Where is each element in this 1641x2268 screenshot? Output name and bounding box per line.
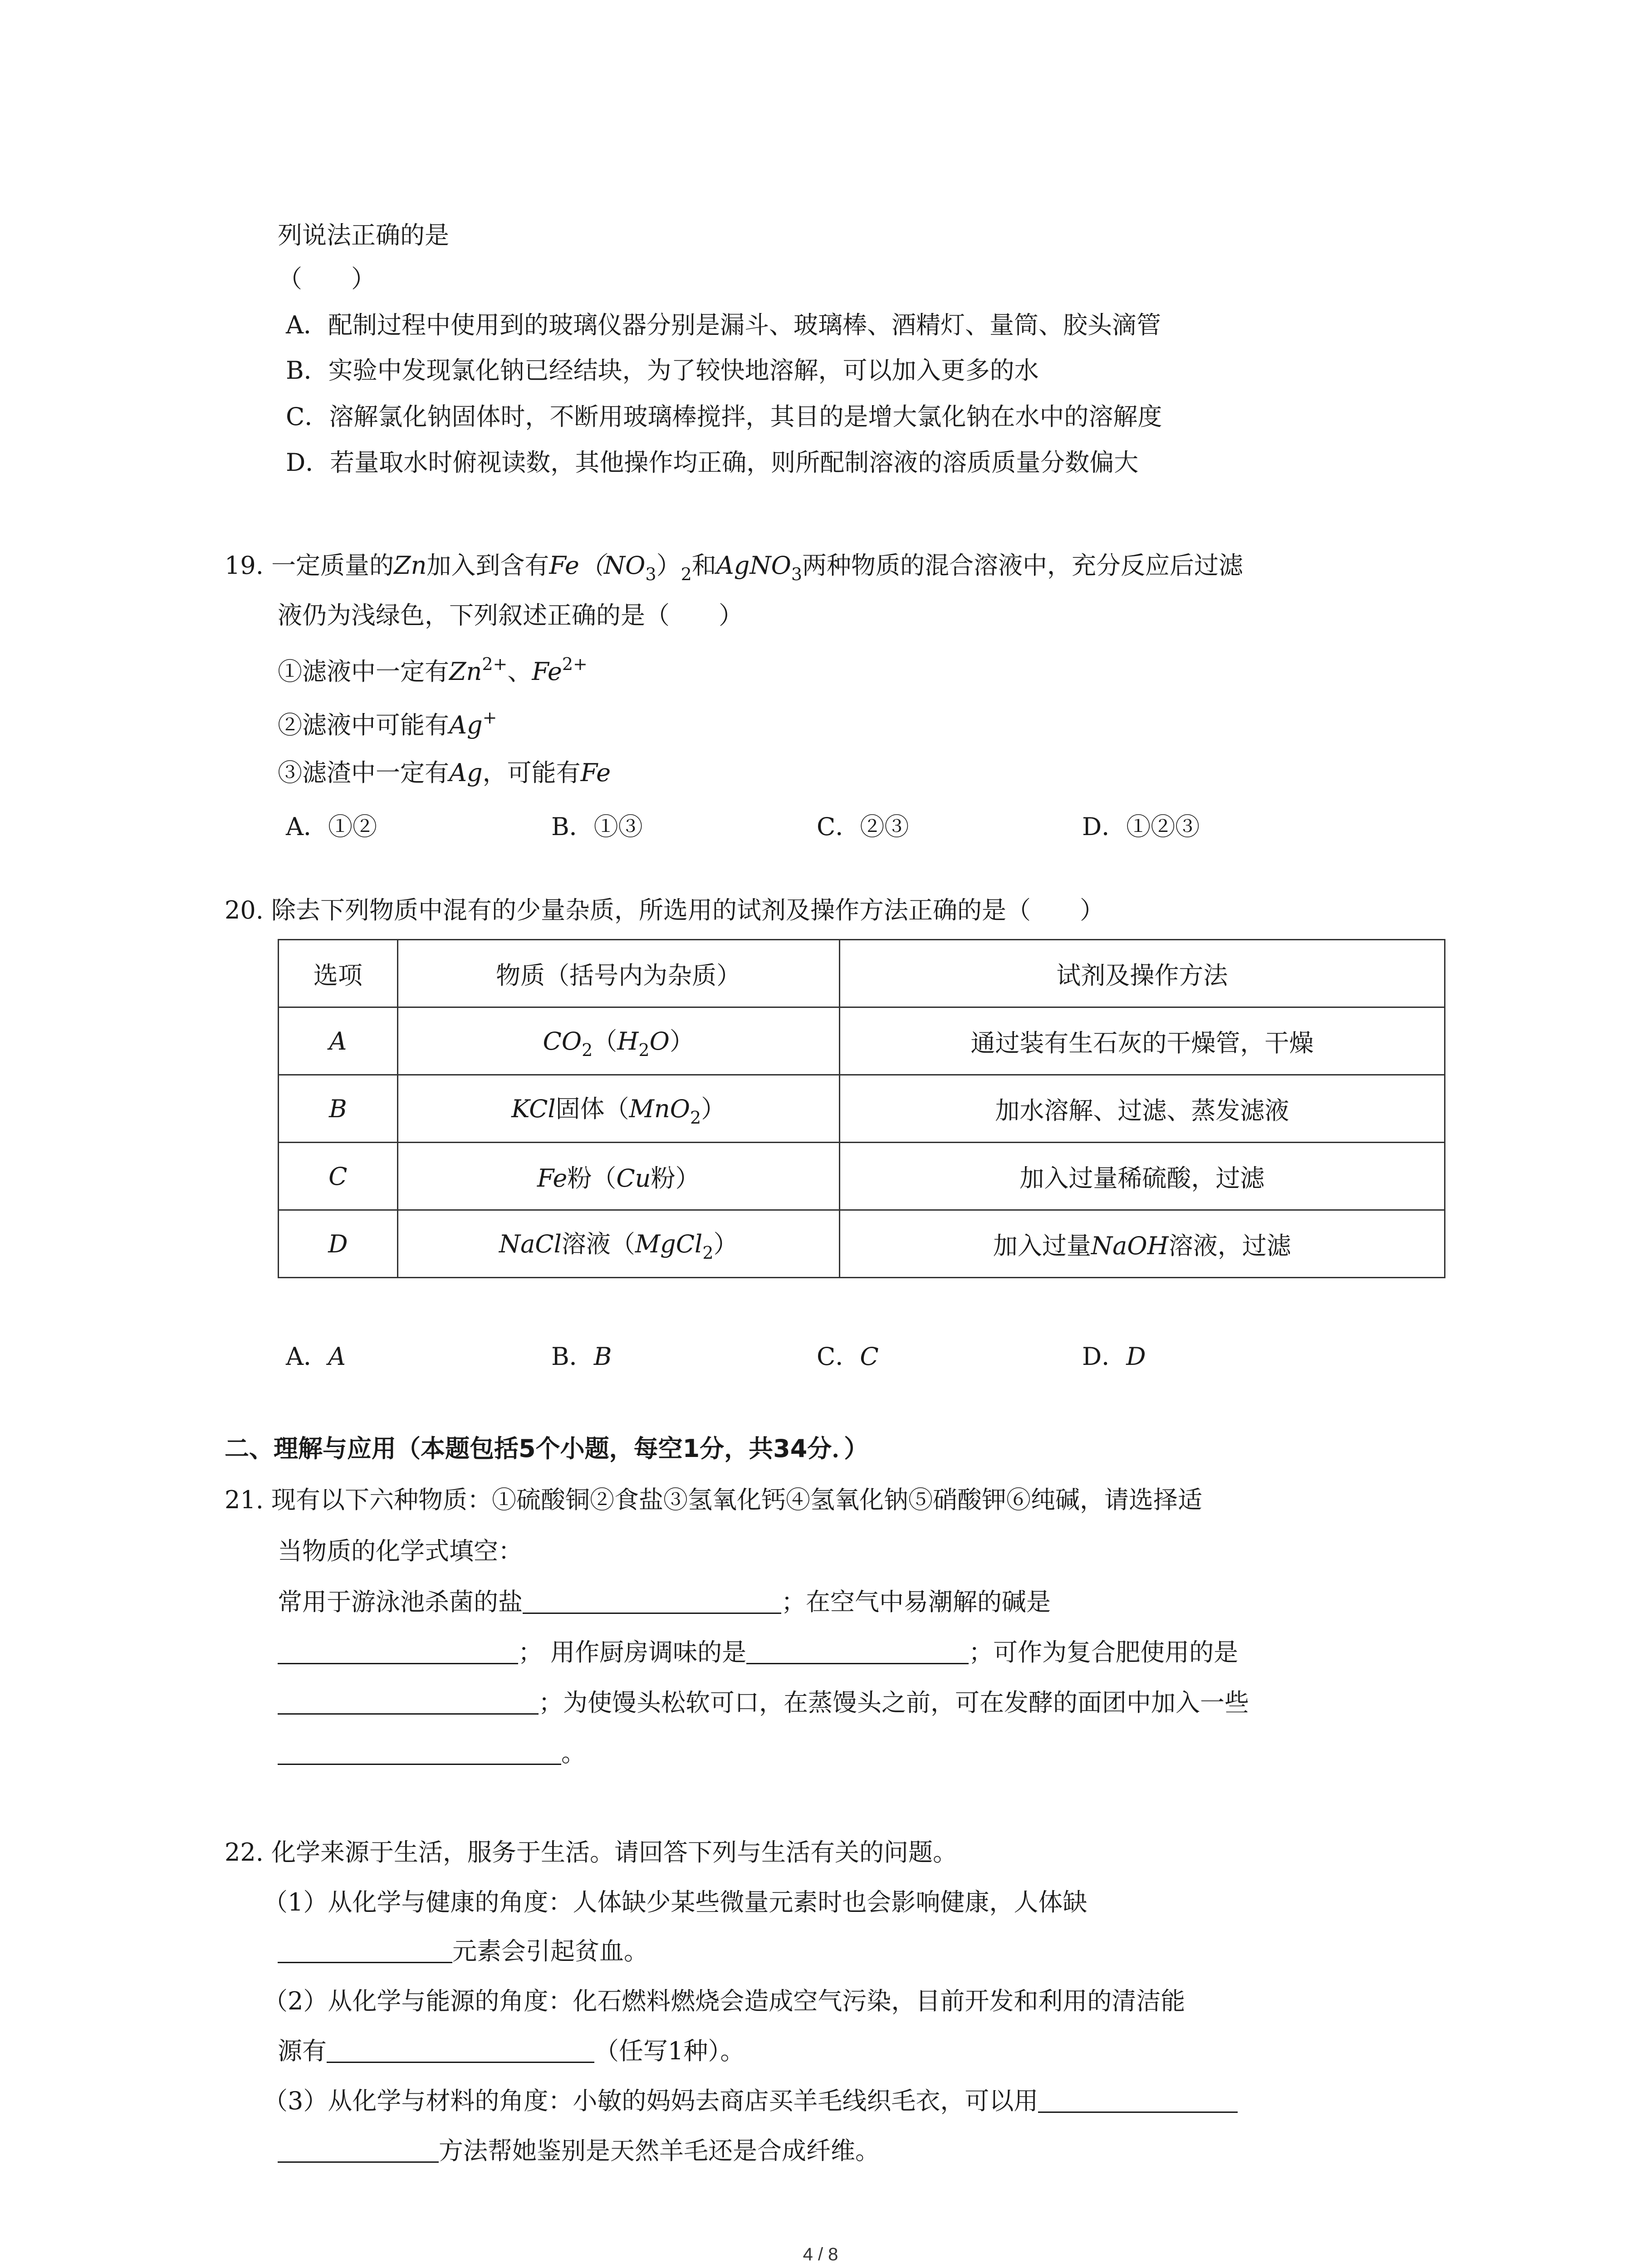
formula-zn: Zn [394, 551, 427, 580]
formula-ag: Ag [449, 711, 483, 739]
table-cell-method [839, 1210, 1445, 1278]
table-header-method: 试剂及操作方法 [839, 940, 1445, 1007]
answer-blank[interactable] [523, 1593, 781, 1614]
q19-text: 两种物质的混合溶液中，充分反应后过滤 [802, 551, 1244, 580]
option-label: A． [286, 1342, 328, 1371]
q21-text: ；可作为复合肥使用的是 [969, 1638, 1239, 1667]
q20-option-d [1082, 1337, 1146, 1372]
text: 粉（ [567, 1163, 617, 1193]
q18-option-a: A．配制过程中使用到的玻璃仪器分别是漏斗、玻璃棒、酒精灯、量筒、胶头滴管 [286, 311, 1161, 339]
q21-line5 [278, 1688, 1249, 1717]
option-label: C． [817, 1342, 860, 1371]
subscript: 2 [638, 1040, 650, 1060]
q22-part3-line1 [263, 2089, 1238, 2113]
q22-part2-line2 [278, 2039, 745, 2063]
q19-option-d: D．①②③ [1082, 812, 1200, 841]
section-heading: 二、理解与应用（本题包括5个小题，每空1分，共34分．） [225, 1434, 869, 1463]
q18-stem-tail: 列说法正确的是 [278, 221, 449, 249]
superscript: 2+ [562, 654, 588, 674]
option-value: B [593, 1342, 612, 1371]
answer-blank[interactable] [278, 1693, 539, 1715]
formula: MnO [629, 1095, 690, 1123]
q22-part1-line2 [278, 1939, 648, 1964]
q20-option-a [286, 1337, 346, 1372]
q19-text: ） [656, 551, 681, 580]
formula: KCl [511, 1095, 556, 1123]
table-cell-method: 加入过量稀硫酸，过滤 [839, 1143, 1445, 1210]
subscript: 2 [702, 1243, 714, 1263]
q22-part2-line1: （2）从化学与能源的角度：化石燃料燃烧会造成空气污染，目前开发和利用的清洁能 [263, 1987, 1185, 2015]
q19-text: ①滤液中一定有 [278, 657, 449, 686]
option-value: A [328, 1342, 346, 1371]
q19-text: ③滤渣中一定有 [278, 758, 449, 787]
q21-line4 [278, 1640, 1238, 1665]
table-cell-substance [397, 1210, 839, 1278]
formula-agno3: AgNO [716, 551, 791, 580]
q21-line3 [278, 1590, 1051, 1614]
q19-text: 和 [691, 551, 716, 580]
q19-option-a: A．①② [286, 812, 377, 841]
q21-text: ；在空气中易潮解的碱是 [781, 1588, 1051, 1616]
text: 粉） [651, 1163, 700, 1193]
q19-stem-line2: 液仍为浅绿色，下列叙述正确的是（ ） [278, 601, 743, 630]
q19-stem-line1 [225, 553, 1243, 583]
q18-answer-paren: （ ） [278, 264, 376, 293]
answer-blank[interactable] [746, 1643, 969, 1664]
table-header-option: 选项 [279, 940, 398, 1007]
text: 加入过量 [993, 1231, 1091, 1260]
superscript: 2+ [482, 654, 508, 674]
q19-statement-1 [278, 655, 588, 684]
subscript: 3 [791, 564, 803, 584]
subscript: 2 [582, 1040, 593, 1060]
q21-text: 。 [561, 1739, 586, 1767]
formula-no3: （NO [579, 551, 646, 580]
subscript: 2 [690, 1108, 701, 1128]
q19-text: 加入到含有 [426, 551, 549, 580]
q18-option-c: C．溶解氯化钠固体时，不断用玻璃棒搅拌，其目的是增大氯化钠在水中的溶解度 [286, 402, 1162, 431]
answer-blank[interactable] [278, 1744, 561, 1765]
q22-stem: 22. 化学来源于生活，服务于生活。请回答下列与生活有关的问题。 [225, 1838, 958, 1867]
subscript: 3 [645, 564, 656, 584]
answer-blank[interactable] [278, 2141, 439, 2163]
formula: O [649, 1027, 670, 1056]
subscript: 2 [681, 564, 692, 584]
answer-blank[interactable] [278, 1643, 518, 1664]
q19-text: ②滤液中可能有 [278, 711, 449, 739]
table-header-row [279, 940, 1445, 1007]
q22-text: （任写1种）。 [594, 2037, 745, 2065]
q19-option-b: B．①③ [551, 812, 643, 841]
q20-stem: 20. 除去下列物质中混有的少量杂质，所选用的试剂及操作方法正确的是（ ） [225, 896, 1105, 924]
answer-blank[interactable] [1038, 2092, 1238, 2113]
formula: MgCl [635, 1230, 703, 1258]
text: 溶液，过滤 [1168, 1231, 1291, 1260]
text: 固体（ [555, 1095, 629, 1123]
formula: Fe [537, 1163, 568, 1193]
q19-statement-2 [278, 709, 497, 738]
formula: Cu [616, 1163, 651, 1193]
table-row [279, 1075, 1445, 1143]
formula-zn: Zn [449, 657, 482, 686]
q20-option-c [817, 1337, 879, 1372]
q22-part1-line1: （1）从化学与健康的角度：人体缺少某些微量元素时也会影响健康，人体缺 [263, 1888, 1087, 1916]
q20-option-b [551, 1337, 612, 1372]
formula-fe: Fe [549, 551, 579, 580]
q19-statement-3 [278, 758, 611, 787]
q19-text: ，可能有 [482, 758, 581, 787]
q21-stem-line1: 21. 现有以下六种物质：①硫酸铜②食盐③氢氧化钙④氢氧化钠⑤硝酸钾⑥纯碱，请选择适 [225, 1486, 1203, 1514]
q21-line6 [278, 1741, 586, 1765]
table-cell-method: 通过装有生石灰的干燥管，干燥 [839, 1007, 1445, 1075]
text: ） [713, 1230, 738, 1258]
q22-text: 源有 [278, 2037, 327, 2065]
option-label: D． [1082, 1342, 1127, 1371]
page-number: 4 / 8 [803, 2244, 838, 2264]
q18-option-d: D．若量取水时俯视读数，其他操作均正确，则所配制溶液的溶质质量分数偏大 [286, 448, 1139, 477]
table-row [279, 1210, 1445, 1278]
table-cell-option: C [279, 1143, 398, 1210]
q22-text: 元素会引起贫血。 [452, 1937, 648, 1965]
option-value: D [1126, 1342, 1146, 1371]
text: （ [593, 1027, 617, 1056]
formula: CO [543, 1027, 582, 1056]
q21-stem-line2: 当物质的化学式填空： [278, 1537, 523, 1565]
q18-option-b: B．实验中发现氯化钠已经结块，为了较快地溶解，可以加入更多的水 [286, 356, 1039, 385]
q20-table [278, 939, 1445, 1278]
option-label: B． [551, 1342, 594, 1371]
formula: NaCl [499, 1230, 562, 1258]
q22-text: 方法帮她鉴别是天然羊毛还是合成纤维。 [439, 2136, 880, 2165]
q22-part3-line2 [278, 2136, 880, 2165]
q21-text: 常用于游泳池杀菌的盐 [278, 1588, 523, 1616]
q19-number: 19. [225, 551, 264, 580]
formula-fe: Fe [532, 657, 562, 686]
table-cell-substance [397, 1007, 839, 1075]
answer-blank[interactable] [278, 1942, 452, 1963]
q21-text: ；为使馒头松软可口，在蒸馒头之前，可在发酵的面团中加入一些 [539, 1688, 1249, 1717]
text: 溶液（ [561, 1230, 635, 1258]
table-cell-method: 加水溶解、过滤、蒸发滤液 [839, 1075, 1445, 1143]
table-cell-option: B [279, 1075, 398, 1143]
text: ） [701, 1095, 726, 1123]
text: ） [669, 1027, 694, 1056]
formula: H [617, 1027, 639, 1056]
table-header-substance: 物质（括号内为杂质） [397, 940, 839, 1007]
answer-blank[interactable] [327, 2042, 594, 2063]
formula-ag: Ag [449, 758, 483, 787]
formula: NaOH [1091, 1231, 1169, 1260]
table-cell-substance [397, 1075, 839, 1143]
table-row [279, 1007, 1445, 1075]
q21-text: ； 用作厨房调味的是 [518, 1638, 747, 1667]
table-cell-substance [397, 1143, 839, 1210]
table-row [279, 1143, 1445, 1210]
option-value: C [860, 1342, 879, 1371]
q22-text: （3）从化学与材料的角度：小敏的妈妈去商店买羊毛线织毛衣，可以用 [263, 2087, 1038, 2115]
q19-text: 、 [507, 657, 532, 686]
table-cell-option: D [279, 1210, 398, 1278]
superscript: + [482, 708, 497, 728]
q19-text: 一定质量的 [271, 551, 394, 580]
formula-fe: Fe [580, 758, 611, 787]
q19-option-c: C．②③ [817, 812, 909, 841]
table-cell-option: A [279, 1007, 398, 1075]
